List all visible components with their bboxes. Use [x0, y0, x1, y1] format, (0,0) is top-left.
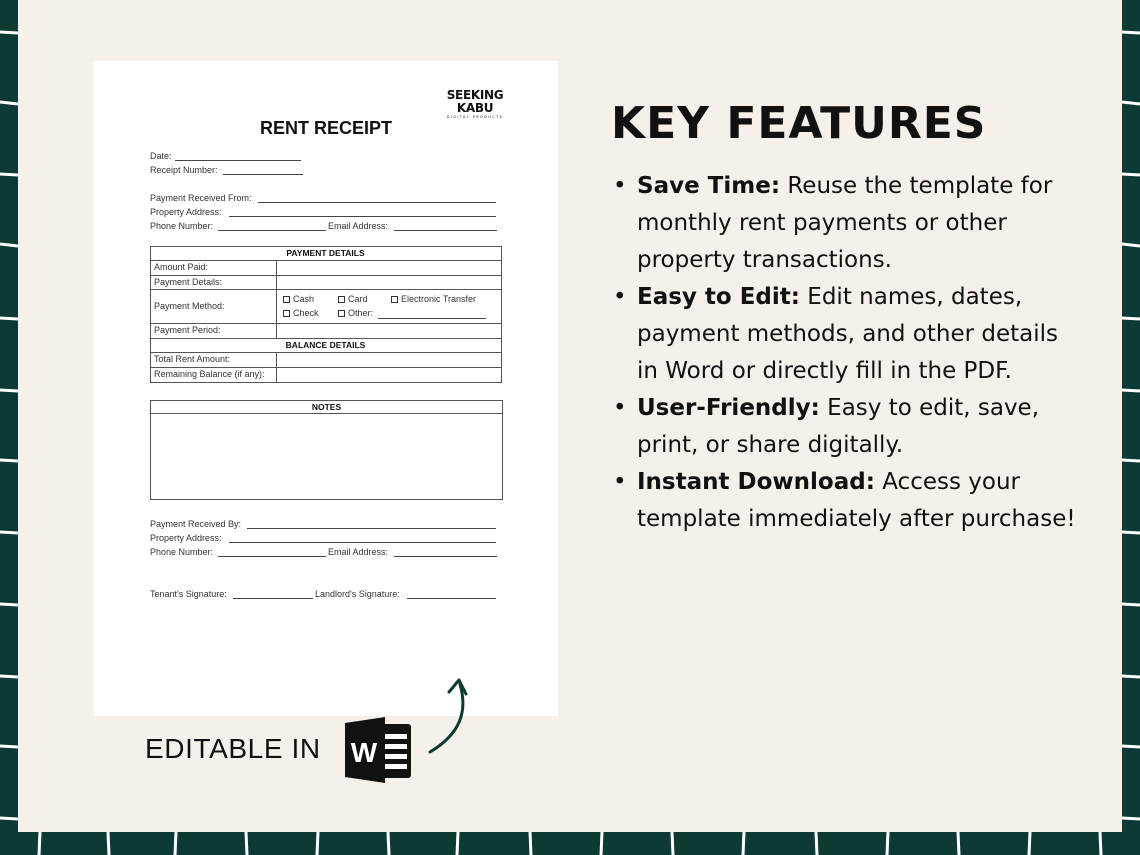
bullet-icon: •: [613, 395, 627, 421]
feature-item: [611, 168, 1081, 279]
email-address-label: Email Address:: [328, 221, 389, 231]
balance-details-header: BALANCE DETAILS: [285, 340, 366, 350]
feature-text: Access your template immediately after purchase!: [637, 469, 1076, 532]
feature-text: Edit names, dates, payment methods, and other details in Word or directly fill in the PDF.: [637, 284, 1058, 384]
method-other-option[interactable]: [338, 308, 373, 319]
phone-number-label: Phone Number:: [150, 221, 214, 231]
table-row-divider: [150, 275, 501, 276]
landlord-signature-line[interactable]: [407, 598, 496, 599]
bullet-icon: •: [613, 469, 627, 495]
tenant-signature-label: Tenant's Signature:: [150, 589, 227, 599]
method-card-label: Card: [348, 294, 368, 304]
email-address-line-2[interactable]: [394, 556, 497, 557]
checkbox-cash[interactable]: [283, 296, 290, 303]
date-line[interactable]: [175, 160, 301, 161]
payment-received-by-label: Payment Received By:: [150, 519, 242, 529]
remaining-balance-label: Remaining Balance (if any):: [154, 369, 265, 379]
table-row-divider: [150, 367, 501, 368]
total-rent-label: Total Rent Amount:: [154, 354, 231, 364]
landlord-signature-label: Landlord's Signature:: [315, 589, 400, 599]
method-card-option[interactable]: [338, 294, 368, 305]
method-electronic-label: Electronic Transfer: [401, 294, 477, 304]
editable-in-text: EDITABLE IN: [145, 733, 321, 764]
feature-text: Easy to edit, save, print, or share digitally.: [637, 395, 1040, 458]
phone-number-label-2: Phone Number:: [150, 547, 214, 557]
date-label: Date:: [150, 151, 172, 161]
payment-period-label: Payment Period:: [154, 325, 221, 335]
method-check-label: Check: [293, 308, 319, 318]
payment-details-label: Payment Details:: [154, 277, 223, 287]
brand-logo: [435, 89, 515, 120]
feature-item: [611, 279, 1081, 390]
brand-name: SEEKING KABU: [446, 88, 504, 115]
table-row-divider: [150, 352, 501, 353]
payment-method-label: Payment Method:: [154, 301, 225, 311]
method-electronic-option[interactable]: [391, 294, 476, 305]
method-cash-option[interactable]: [283, 294, 314, 305]
email-address-label-2: Email Address:: [328, 547, 389, 557]
tenant-signature-line[interactable]: [233, 598, 313, 599]
feature-title: Easy to Edit:: [637, 284, 800, 310]
payment-received-from-label: Payment Received From:: [150, 193, 252, 203]
feature-item: [611, 464, 1081, 538]
email-address-line[interactable]: [394, 230, 497, 231]
table-row-divider: [150, 323, 501, 324]
bullet-icon: •: [613, 284, 627, 310]
table-row-divider: [150, 289, 501, 290]
method-other-line[interactable]: [378, 318, 486, 319]
payment-details-header: PAYMENT DETAILS: [286, 248, 365, 258]
receipt-number-label: Receipt Number:: [150, 165, 218, 175]
brand-subtitle: DIGITAL PRODUCTS: [446, 115, 504, 119]
feature-title: User-Friendly:: [637, 395, 820, 421]
receipt-number-line[interactable]: [223, 174, 303, 175]
payment-received-by-line[interactable]: [247, 528, 496, 529]
feature-title: Save Time:: [637, 173, 781, 199]
phone-number-line-2[interactable]: [218, 556, 326, 557]
word-icon: [345, 716, 413, 784]
curved-arrow-icon: [420, 672, 480, 758]
property-address-line-2[interactable]: [229, 542, 496, 543]
method-cash-label: Cash: [293, 294, 315, 304]
feature-text: Reuse the template for monthly rent payments or other property transactions.: [637, 173, 1053, 273]
property-address-label-2: Property Address:: [150, 533, 222, 543]
notes-header: NOTES: [311, 402, 342, 412]
notes-box[interactable]: [150, 400, 503, 500]
phone-number-line[interactable]: [218, 230, 326, 231]
checkbox-check[interactable]: [283, 310, 290, 317]
feature-title: Instant Download:: [637, 469, 875, 495]
checkbox-other[interactable]: [338, 310, 345, 317]
bullet-icon: •: [613, 173, 627, 199]
amount-paid-label: Amount Paid:: [154, 262, 209, 272]
notes-divider: [150, 413, 503, 414]
feature-item: [611, 390, 1081, 464]
key-features-title: KEY FEATURES: [611, 98, 987, 149]
word-icon-letter: W: [350, 737, 378, 768]
property-address-label: Property Address:: [150, 207, 222, 217]
receipt-title: RENT RECEIPT: [259, 118, 392, 138]
table-column-divider: [276, 260, 277, 338]
table-row-divider: [150, 260, 501, 261]
payment-received-from-line[interactable]: [258, 202, 496, 203]
method-check-option[interactable]: [283, 308, 319, 319]
checkbox-electronic[interactable]: [391, 296, 398, 303]
checkbox-card[interactable]: [338, 296, 345, 303]
table-column-divider: [276, 352, 277, 383]
table-row-divider: [150, 338, 501, 339]
method-other-label: Other:: [348, 308, 374, 318]
property-address-line[interactable]: [229, 216, 496, 217]
key-features-list: [611, 168, 1081, 538]
